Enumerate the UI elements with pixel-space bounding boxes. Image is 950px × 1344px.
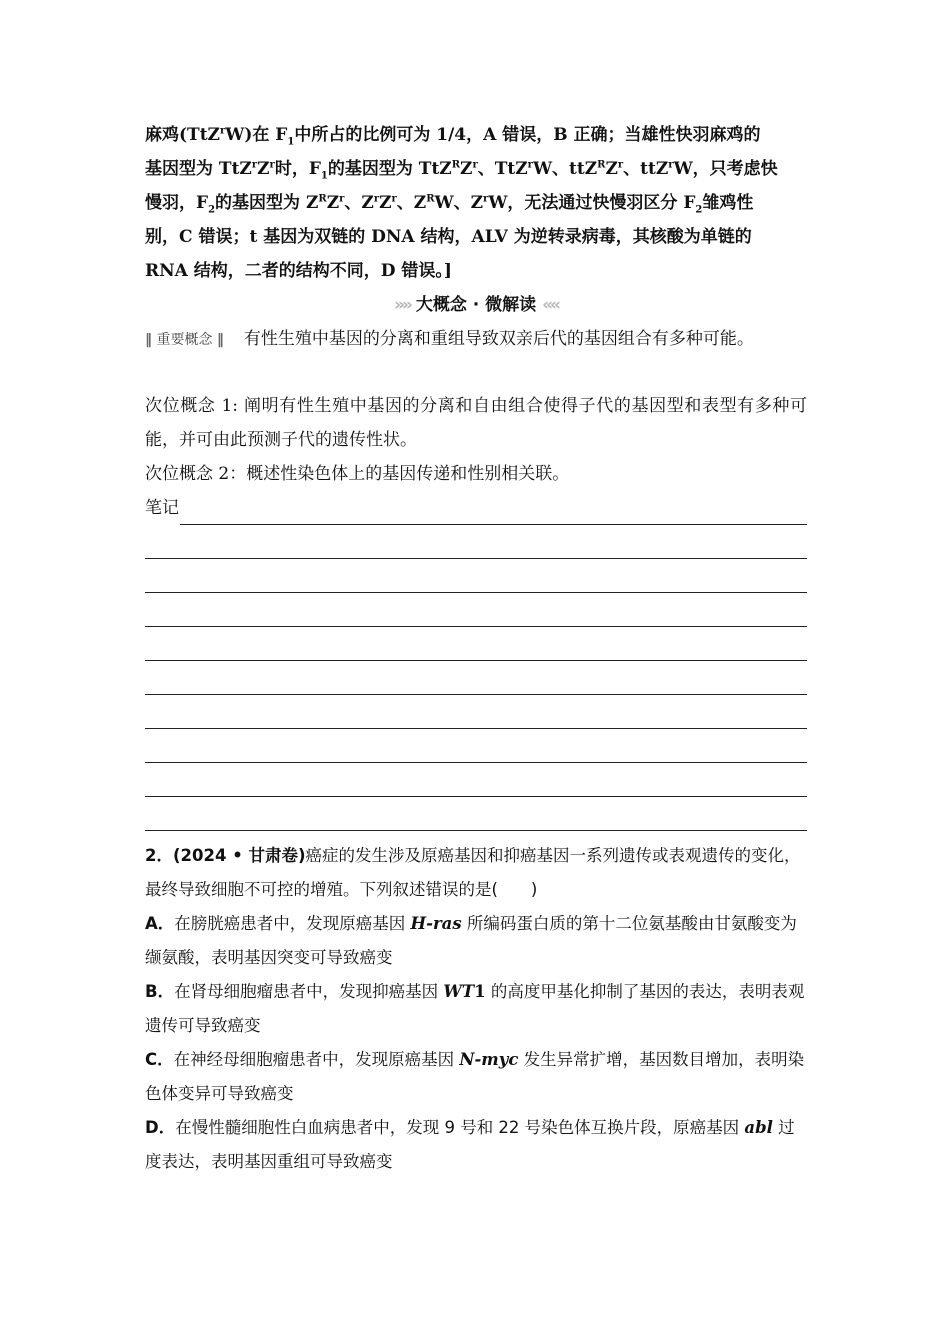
- option-a: A．在膀胱癌患者中，发现原癌基因 H-ras 所编码蛋白质的第十二位氨基酸由甘氨酸变为缬氨酸，表明基因突变可导致癌变: [145, 914, 797, 967]
- notes-label: 笔记: [145, 498, 179, 518]
- important-concept: [145, 322, 807, 357]
- notes-area: [145, 491, 807, 831]
- sub-concept-1: 次位概念 1: 阐明有性生殖中基因的分离和自由组合使得子代的基因型和表型有多种可能，并可由此预测子代的遗传性状。: [145, 396, 808, 450]
- note-line: [145, 525, 807, 559]
- option-d: D．在慢性髓细胞性白血病患者中，发现 9 号和 22 号染色体互换片段，原癌基因 abl 过度表达，表明基因重组可导致癌变: [145, 1118, 795, 1171]
- banner-title: 大概念 · 微解读: [415, 295, 537, 315]
- answer-line-5: RNA 结构，二者的结构不同，D 错误。]: [145, 261, 452, 281]
- chevron-left-icon: ««: [542, 295, 559, 315]
- note-line: [145, 593, 807, 627]
- note-line: [145, 559, 807, 593]
- note-line: [145, 763, 807, 797]
- concept-tag: ‖ 重要概念 ‖: [145, 332, 224, 348]
- answer-line-4: 别，C 错误；t 基因为双链的 DNA 结构，ALV 为逆转录病毒，其核酸为单链的: [145, 227, 752, 247]
- option-c: C．在神经母细胞瘤患者中，发现原癌基因 N-myc 发生异常扩增，基因数目增加，表明染色体变异可导致癌变: [145, 1050, 805, 1103]
- answer-line-2: 基因型为 $TtZ^rZ^r$时，$F_1$的基因型为 $TtZ^RZ^r$、TtZ$^r$W、$ttZ^RZ^r$、ttZ$^r$W，只考虑快: [145, 159, 778, 182]
- answer-line-1: 麻鸡(TtZ$^r$W)在 $F_1$中所占的比例可为 1/4，A 错误，B 正确；当雄性快羽麻鸡的: [145, 125, 761, 148]
- note-line: [145, 797, 807, 831]
- question-2: [145, 839, 807, 1179]
- note-line: [145, 729, 807, 763]
- note-line: [145, 627, 807, 661]
- note-line: [145, 695, 807, 729]
- document-page: [145, 118, 807, 1179]
- sub-concept-2: 次位概念 2：概述性染色体上的基因传递和性别相关联。: [145, 464, 570, 484]
- section-banner: [145, 290, 807, 320]
- question-stem: 2．(2024 • 甘肃卷)癌症的发生涉及原癌基因和抑癌基因一系列遗传或表观遗传的变化，最终导致细胞不可控的增殖。下列叙述错误的是( ): [145, 846, 801, 899]
- answer-explanation: [145, 118, 807, 288]
- note-line: [145, 661, 807, 695]
- notes-first-row: [145, 491, 807, 525]
- option-b: B．在肾母细胞瘤患者中，发现抑癌基因 WT1 的高度甲基化抑制了基因的表达，表明表观遗传可导致癌变: [145, 982, 805, 1035]
- important-concept-text: 有性生殖中基因的分离和重组导致双亲后代的基因组合有多种可能。: [243, 329, 754, 349]
- chevron-right-icon: »»: [393, 295, 410, 315]
- answer-line-3: 慢羽，$F_2$的基因型为 $Z^RZ^r$、$Z^rZ^r$、$Z^RW$、$Z^rW$，无法通过快慢羽区分 $F_2$雏鸡性: [145, 193, 754, 216]
- note-line: [180, 498, 807, 525]
